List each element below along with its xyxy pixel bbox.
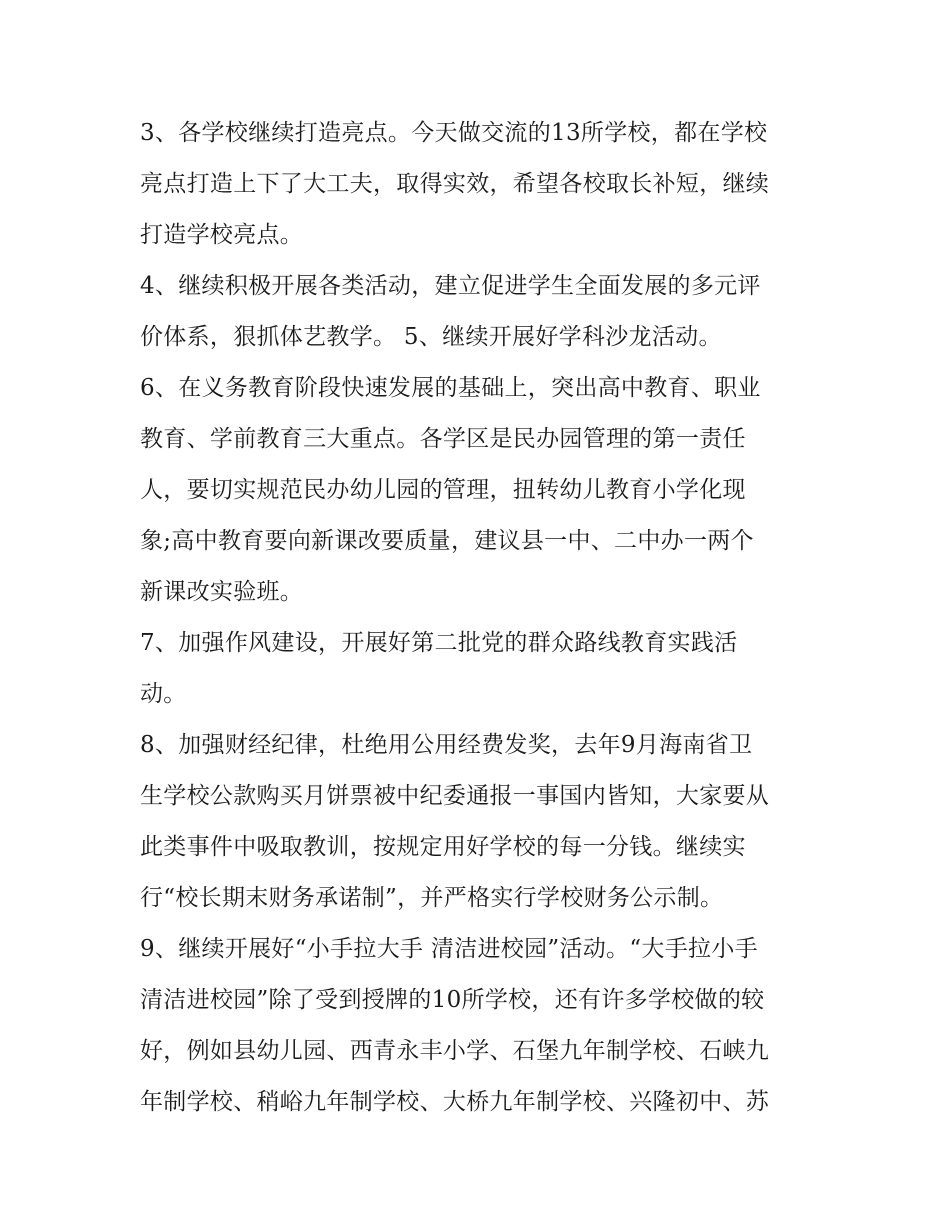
- text-line: 新课改实验班。: [140, 579, 304, 605]
- document-body: [140, 108, 812, 1128]
- text-line: 象;高中教育要向新课改要质量，建议县一中、二中办一两个: [140, 528, 754, 554]
- text-line: 8、加强财经纪律，杜绝用公用经费发奖，去年9月海南省卫: [140, 732, 753, 758]
- text-line: 行“校长期末财务承诺制”，并严格实行学校财务公示制。: [140, 885, 724, 911]
- text-line: 打造学校亮点。: [140, 222, 304, 248]
- text-line: 好，例如县幼儿园、西青永丰小学、石堡九年制学校、石峡九: [140, 1038, 770, 1064]
- text-line: 9、继续开展好“小手拉大手 清洁进校园”活动。“大手拉小手: [140, 936, 758, 962]
- text-line: 此类事件中吸取教训，按规定用好学校的每一分钱。继续实: [140, 834, 746, 860]
- text-line: 3、各学校继续打造亮点。今天做交流的13所学校，都在学校: [140, 120, 768, 146]
- text-line: 清洁进校园”除了受到授牌的10所学校，还有许多学校做的较: [140, 987, 765, 1013]
- text-line: 教育、学前教育三大重点。各学区是民办园管理的第一责任: [140, 426, 746, 452]
- text-line: 亮点打造上下了大工夫，取得实效，希望各校取长补短，继续: [140, 171, 770, 197]
- text-line: 动。: [140, 681, 187, 707]
- text-line: 价体系，狠抓体艺教学。 5、继续开展好学科沙龙活动。: [140, 324, 722, 350]
- text-line: 人，要切实规范民办幼儿园的管理，扭转幼儿教育小学化现: [140, 477, 746, 503]
- paragraph-item-4: [140, 261, 812, 363]
- paragraph-item-7: [140, 618, 812, 720]
- text-line: 6、在义务教育阶段快速发展的基础上，突出高中教育、职业: [140, 375, 761, 401]
- paragraph-item-3: [140, 108, 812, 261]
- paragraph-item-9: [140, 924, 812, 1128]
- text-line: 年制学校、稍峪九年制学校、大桥九年制学校、兴隆初中、苏: [140, 1089, 770, 1115]
- text-line: 生学校公款购买月饼票被中纪委通报一事国内皆知，大家要从: [140, 783, 770, 809]
- text-line: 4、继续积极开展各类活动，建立促进学生全面发展的多元评: [140, 273, 761, 299]
- paragraph-item-6: [140, 363, 812, 618]
- paragraph-item-8: [140, 720, 812, 924]
- text-line: 7、加强作风建设，开展好第二批党的群众路线教育实践活: [140, 630, 738, 656]
